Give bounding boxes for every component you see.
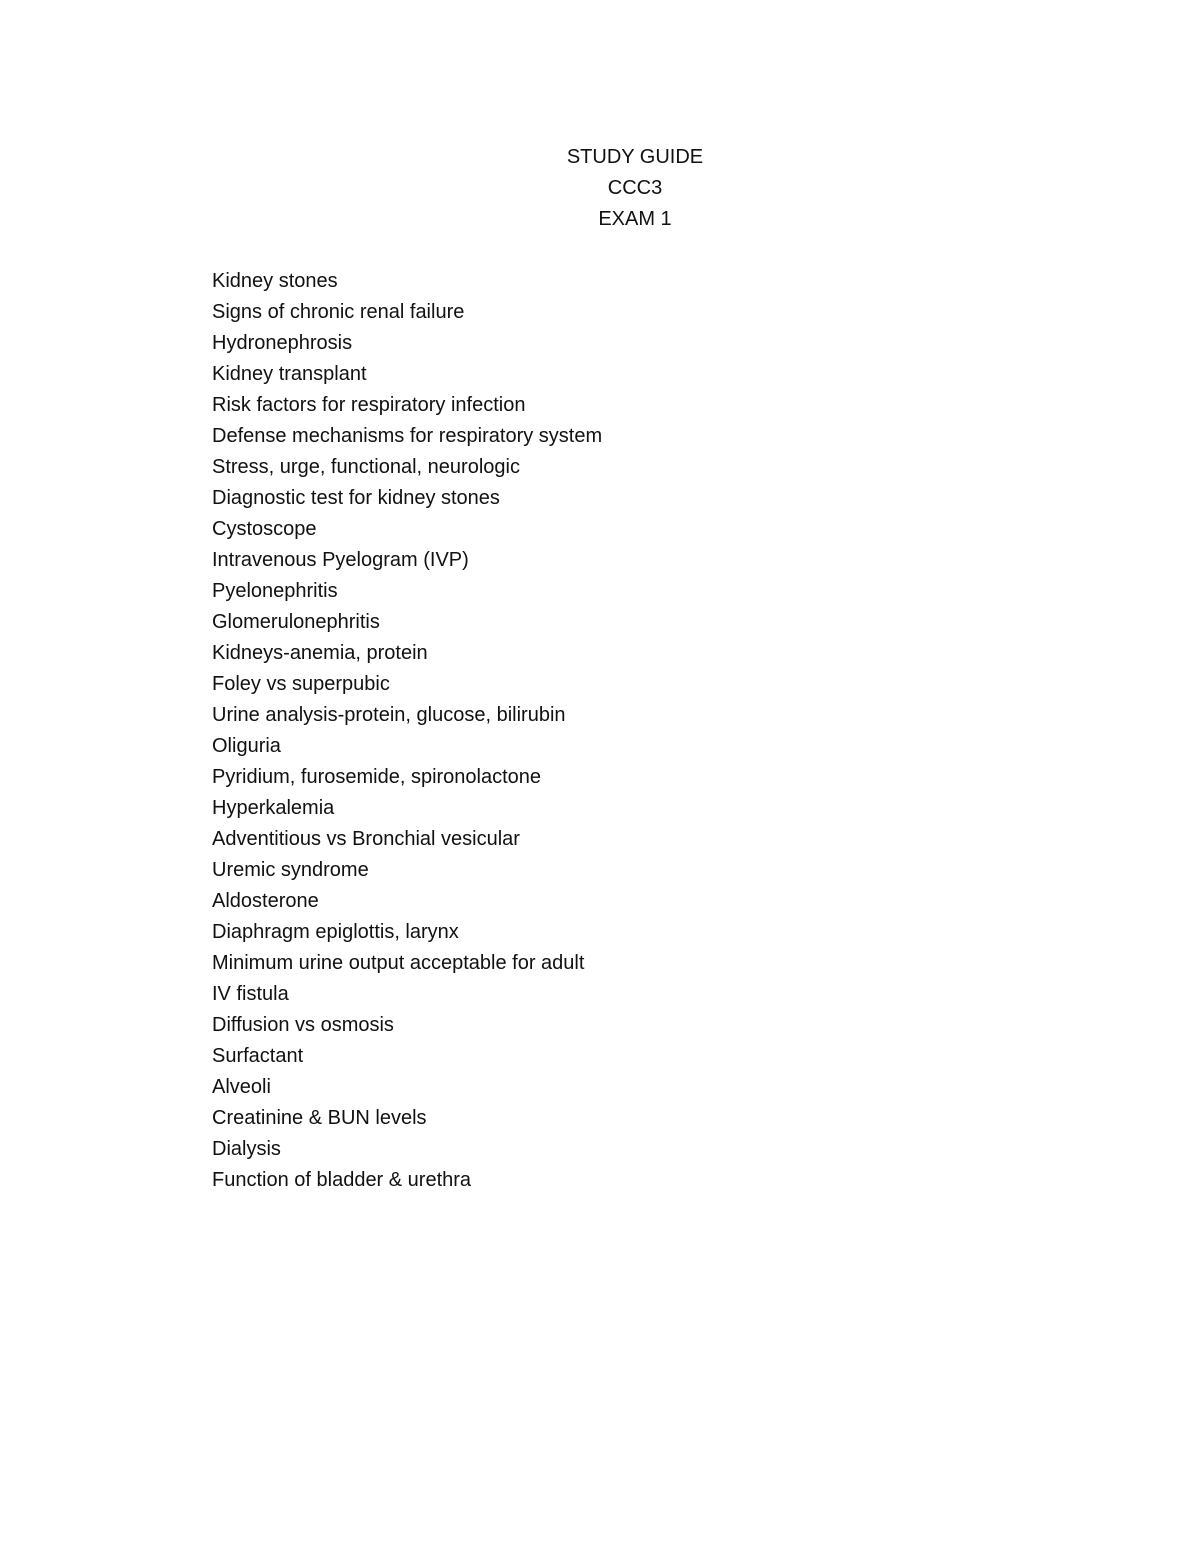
topic-item: Stress, urge, functional, neurologic (212, 456, 520, 478)
topic-item: Hyperkalemia (212, 797, 335, 819)
course-code: CCC3 (607, 177, 663, 199)
topic-item: Signs of chronic renal failure (212, 301, 465, 323)
topic-item: Creatinine & BUN levels (212, 1107, 427, 1129)
topic-list (212, 266, 602, 1196)
topic-item: Kidney stones (212, 270, 338, 292)
topic-item: Function of bladder & urethra (212, 1169, 472, 1191)
topic-item: Risk factors for respiratory infection (212, 394, 526, 416)
topic-item: Foley vs superpubic (212, 673, 390, 695)
topic-item: Intravenous Pyelogram (IVP) (212, 549, 469, 571)
topic-item: Urine analysis-protein, glucose, bilirubin (212, 704, 566, 726)
topic-item: Pyelonephritis (212, 580, 338, 602)
topic-item: Cystoscope (212, 518, 317, 540)
topic-item: Kidney transplant (212, 363, 367, 385)
topic-item: Kidneys-anemia, protein (212, 642, 428, 664)
topic-item: IV fistula (212, 983, 289, 1005)
topic-item: Minimum urine output acceptable for adult (212, 952, 585, 974)
document-title: STUDY GUIDE (566, 146, 704, 168)
topic-item: Aldosterone (212, 890, 319, 912)
topic-item: Hydronephrosis (212, 332, 353, 354)
topic-item: Oliguria (212, 735, 281, 757)
topic-item: Surfactant (212, 1045, 304, 1067)
exam-label: EXAM 1 (598, 208, 672, 230)
topic-item: Adventitious vs Bronchial vesicular (212, 828, 520, 850)
topic-item: Diaphragm epiglottis, larynx (212, 921, 459, 943)
topic-item: Glomerulonephritis (212, 611, 380, 633)
topic-item: Diagnostic test for kidney stones (212, 487, 500, 509)
topic-item: Uremic syndrome (212, 859, 369, 881)
topic-item: Dialysis (212, 1138, 281, 1160)
topic-item: Alveoli (212, 1076, 271, 1098)
document-header (0, 142, 1200, 235)
topic-item: Defense mechanisms for respiratory system (212, 425, 603, 447)
topic-item: Diffusion vs osmosis (212, 1014, 394, 1036)
topic-item: Pyridium, furosemide, spironolactone (212, 766, 542, 788)
